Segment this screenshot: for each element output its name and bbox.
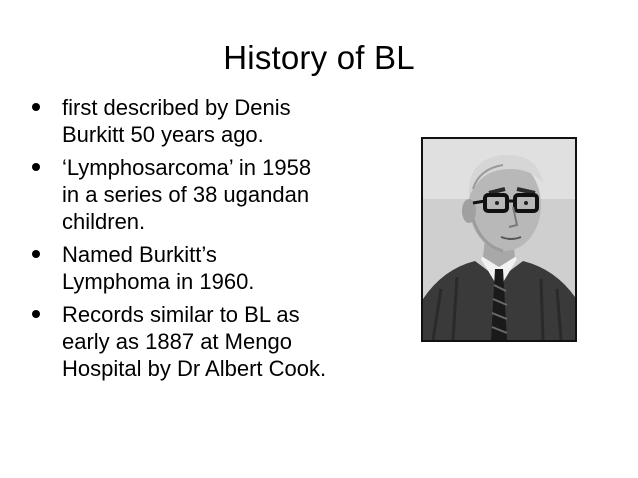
bullet-text: ‘Lymphosarcoma’ in 1958 in a series of 38 ugandan children. bbox=[62, 155, 312, 234]
bullet-dot-icon bbox=[32, 103, 40, 111]
bullet-text: first described by Denis Burkitt 50 years ago. bbox=[62, 95, 291, 147]
bullet-item bbox=[28, 94, 328, 148]
bullet-text: Named Burkitt’s Lymphoma in 1960. bbox=[62, 242, 255, 294]
portrait-photo-icon bbox=[423, 139, 575, 340]
slide-title: History of BL bbox=[223, 39, 415, 76]
bullet-dot-icon bbox=[32, 163, 40, 171]
bullet-item bbox=[28, 154, 328, 235]
bullet-dot-icon bbox=[32, 250, 40, 258]
bullet-list bbox=[28, 94, 328, 388]
bullet-item bbox=[28, 301, 328, 382]
portrait-photo bbox=[421, 137, 577, 342]
bullet-item bbox=[28, 241, 328, 295]
bullet-text: Records similar to BL as early as 1887 at Mengo Hospital by Dr Albert Cook. bbox=[62, 302, 327, 381]
bullet-dot-icon bbox=[32, 310, 40, 318]
